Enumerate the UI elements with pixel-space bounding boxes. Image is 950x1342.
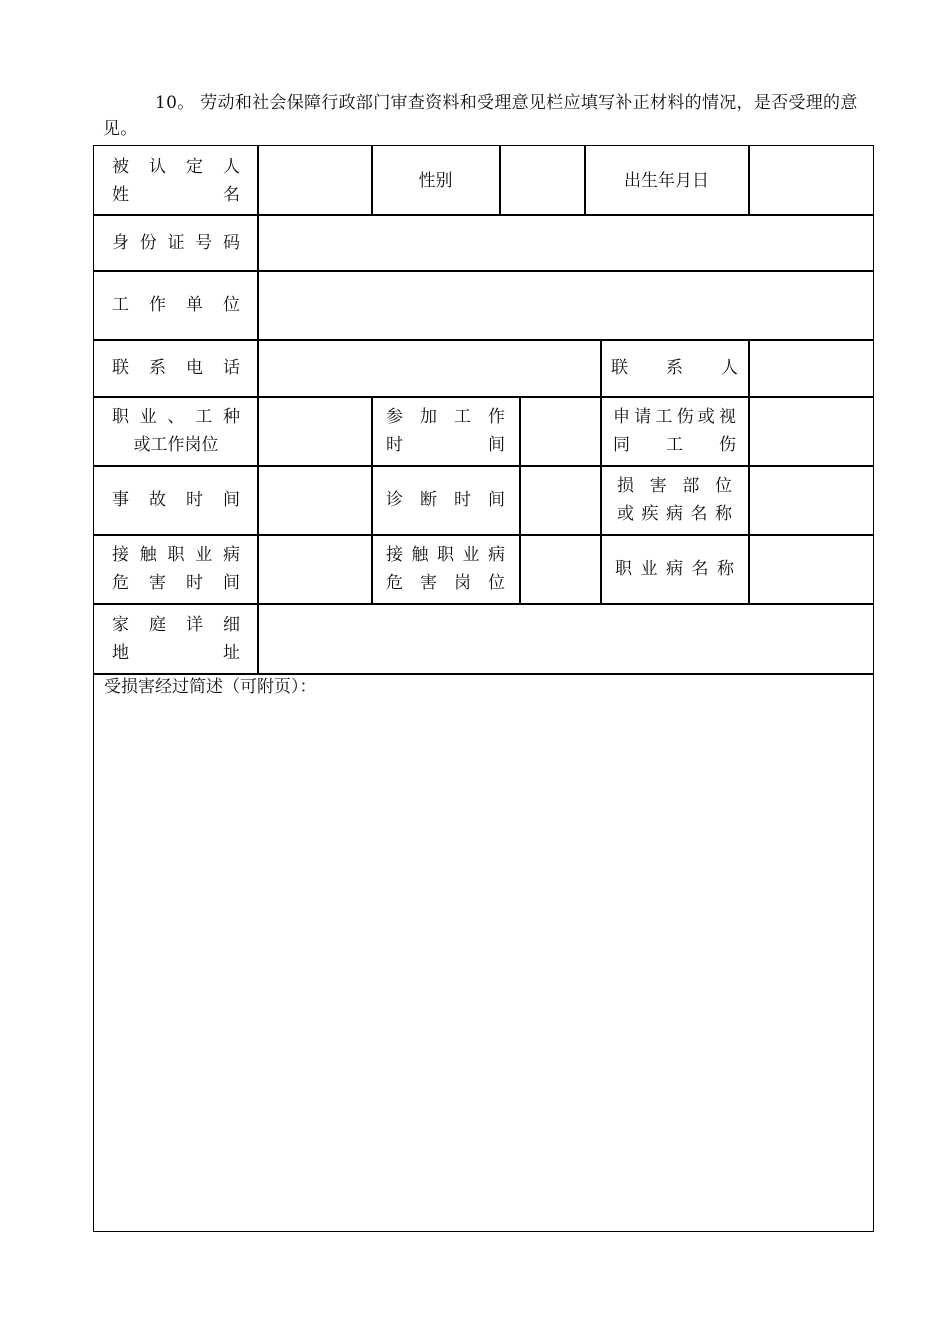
exposure-time-label: 接触职业病 危害时间 — [112, 545, 240, 593]
occupation-label: 职业、工种 或工作岗位 — [112, 407, 240, 455]
injury-part-label: 损害部位 或疾病名称 — [617, 476, 732, 524]
birth-date-field[interactable] — [749, 146, 873, 215]
home-address-field[interactable] — [258, 604, 873, 673]
phone-field[interactable] — [258, 340, 600, 396]
diagnosis-time-label: 诊断时间 — [386, 490, 505, 510]
employer-label: 工作单位 — [112, 295, 240, 315]
id-number-label: 身份证号码 — [112, 232, 240, 253]
exposure-post-field[interactable] — [520, 535, 600, 603]
contact-person-field[interactable] — [749, 340, 873, 396]
exposure-time-field[interactable] — [258, 535, 371, 603]
apply-injury-field[interactable] — [749, 397, 873, 465]
work-start-time-field[interactable] — [520, 397, 600, 465]
gender-label: 性别 — [418, 170, 453, 191]
disease-name-label: 职业病名称 — [615, 559, 734, 579]
occupation-field[interactable] — [258, 397, 371, 465]
accident-time-field[interactable] — [258, 466, 371, 534]
employer-field[interactable] — [258, 271, 873, 339]
injury-form-table — [93, 145, 874, 1232]
exposure-post-label: 接触职业病 危害岗位 — [386, 545, 505, 593]
phone-label: 联系电话 — [112, 358, 240, 378]
injury-description-label: 受损害经过简述（可附页）： — [104, 677, 317, 697]
id-number-field[interactable] — [258, 215, 873, 270]
injury-part-field[interactable] — [749, 466, 873, 534]
injury-description-field[interactable] — [94, 674, 873, 1230]
instruction-note: 10。 劳动和社会保障行政部门审查资料和受理意见栏应填写补正材料的情况，是否受理的意见。 — [103, 93, 858, 139]
diagnosis-time-field[interactable] — [520, 466, 600, 534]
disease-name-field[interactable] — [749, 535, 873, 603]
name-label: 被认定人 姓名 — [112, 156, 240, 205]
work-start-time-label: 参加工作 时间 — [386, 407, 505, 455]
name-field[interactable] — [258, 146, 371, 215]
birth-date-label: 出生年月日 — [624, 170, 709, 191]
gender-field[interactable] — [500, 146, 584, 215]
contact-person-label: 联系人 — [611, 358, 738, 378]
apply-injury-label: 申请工伤或视 同工伤 — [613, 407, 736, 455]
accident-time-label: 事故时间 — [112, 490, 240, 510]
home-address-label: 家庭详细 地址 — [112, 614, 240, 663]
